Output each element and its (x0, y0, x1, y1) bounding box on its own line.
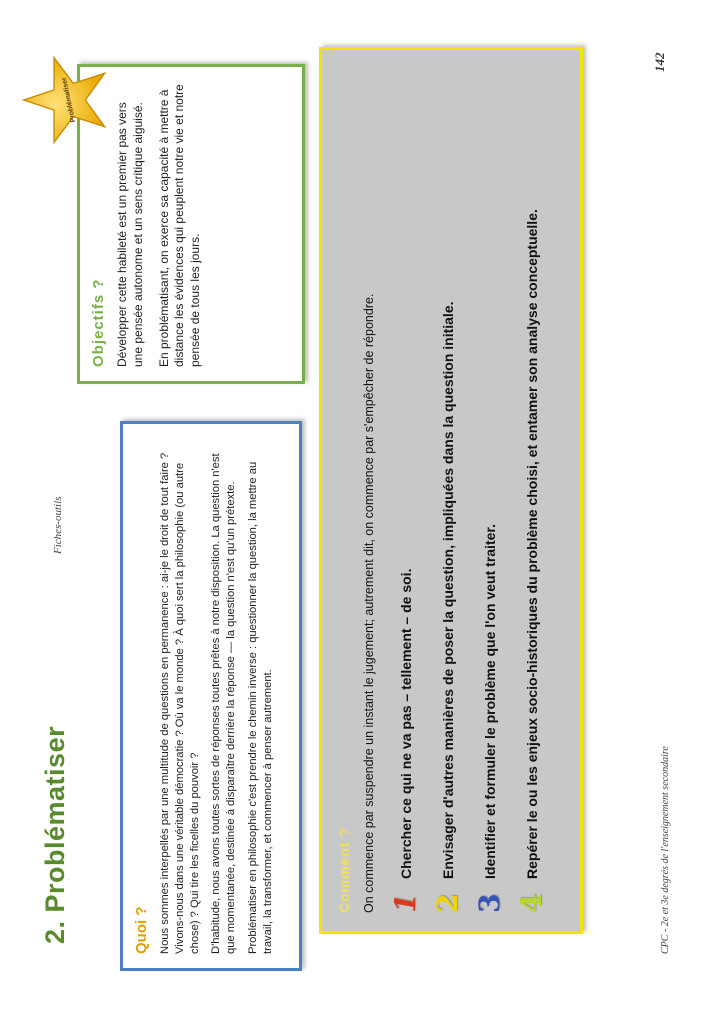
step-text: Identifier et formuler le problème que l'on veut traiter. (482, 524, 498, 879)
objectifs-paragraph: Développer cette habileté est un premier pas vers une pensée autonome et un sens critique aiguisé. (115, 102, 145, 367)
list-item (473, 68, 506, 913)
comment-intro: On commence par suspendre un instant le jugement; autrement dit, on commence par s'empêcher de répondre. (362, 293, 376, 913)
running-title: Fiches-outils (52, 496, 64, 554)
list-item (389, 68, 422, 913)
quoi-paragraph: Problématiser en philosophie c'est prendre le chemin inverse : questionner la question, la mettre au travail, la transformer, et commencer à penser autrement. (246, 461, 274, 954)
step-number: 2 (431, 893, 464, 913)
comment-title: Comment ? (336, 827, 352, 913)
objectifs-title: Objectifs ? (90, 278, 107, 367)
quoi-paragraph: Nous sommes interpellés par une multitude de questions en permanence : ai-je le droit de tout faire ? Vivons-nous dans une véritable démocratie ? Où va le monde ? À quoi sert la philosophie (ou autre chose) ? Qui tire les ficelles du pouvoir ? (159, 452, 201, 954)
step-text: Envisager d'autres manières de poser la question, impliquées dans la question initiale. (440, 301, 456, 879)
quoi-title: Quoi ? (133, 906, 150, 954)
page-number: 142 (652, 52, 667, 72)
objectifs-paragraph: En problématisant, on exerce sa capacité à mettre à distance les évidences qui peuplent notre vie et notre pensée de tous les jours. (156, 84, 203, 367)
quoi-paragraph: D'habitude, nous avons toutes sortes de réponses toutes prêtes à notre disposition. La question n'est que momentanée, destinée à disparaître derrière la réponse — la question n'est qu'un prétexte. (210, 453, 238, 954)
list-item (431, 68, 464, 913)
step-text: Repérer le ou les enjeux socio-historiques du problème choisi, et entamer son analyse conceptuelle. (524, 209, 540, 879)
footer-text: CPC - 2e et 3e degrés de l'enseignement secondaire (660, 746, 671, 954)
step-text: Chercher ce qui ne va pas – tellement – de soi. (398, 568, 414, 879)
step-number: 3 (473, 893, 506, 913)
star-icon (20, 54, 112, 146)
quoi-box (120, 421, 302, 971)
step-number: 4 (515, 893, 548, 913)
page-title: 2. Problématiser (40, 725, 70, 944)
step-number: 1 (389, 893, 422, 913)
steps-list (389, 68, 548, 913)
star-label: Problématiser (60, 76, 78, 123)
list-item (515, 68, 548, 913)
comment-box (319, 47, 583, 934)
